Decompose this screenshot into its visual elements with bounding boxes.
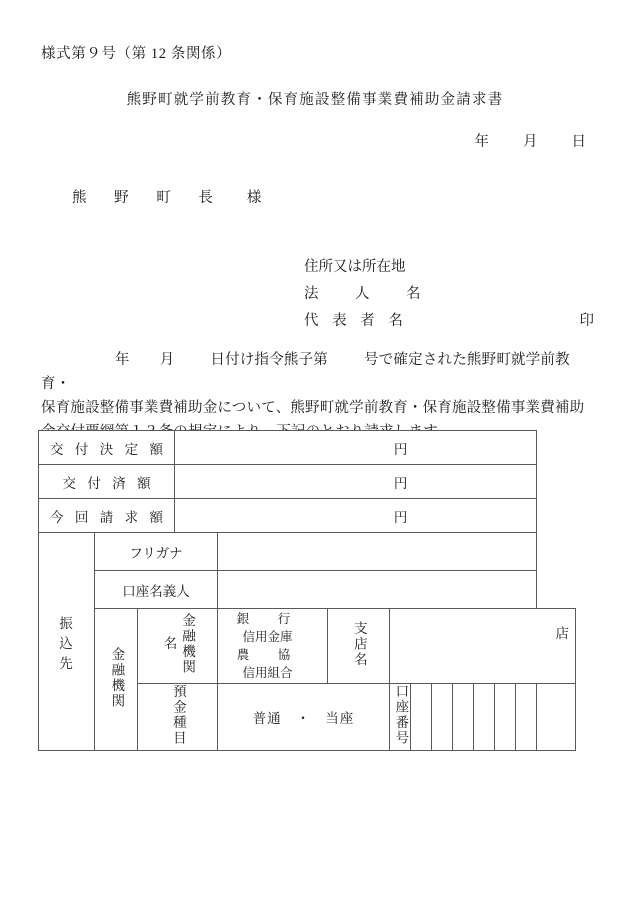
issue-date-line: [0, 130, 630, 151]
account-number-digit[interactable]: [432, 684, 453, 751]
table-row: [39, 571, 576, 609]
grant-paid-field[interactable]: [175, 465, 537, 499]
grant-decision-label: 交 付 決 定 額: [39, 431, 175, 465]
deposit-type-options[interactable]: 普通 ・ 当座: [218, 684, 390, 751]
account-number-digit[interactable]: [411, 684, 432, 751]
addressee: [72, 186, 261, 207]
date-year-label: 年: [474, 134, 489, 150]
table-row: [39, 533, 576, 571]
body-line-2: 保育施設整備事業費補助金について、熊野町就学前教育・保育施設整備事業費補助: [41, 400, 585, 416]
applicant-address-label: 住所又は所在地: [304, 259, 406, 275]
bank-type-options: [218, 609, 328, 684]
applicant-representative-label: 代 表 者 名: [304, 313, 408, 329]
current-request-label: 今 回 請 求 額: [39, 499, 175, 533]
grant-decision-field[interactable]: [175, 431, 537, 465]
account-number-digit[interactable]: [516, 684, 537, 751]
applicant-corporation-label: 法 人 名: [304, 286, 432, 302]
document-title: 熊野町就学前教育・保育施設整備事業費補助金請求書: [126, 92, 504, 108]
bank-type-nokyo: 農 協: [236, 648, 299, 662]
bank-type-bank: 銀 行: [236, 611, 299, 626]
account-number-digit[interactable]: [453, 684, 474, 751]
account-holder-label: 口座名義人: [95, 571, 218, 609]
furigana-label: フリガナ: [95, 533, 218, 571]
account-number-digit[interactable]: [474, 684, 495, 751]
branch-suffix: 店: [555, 626, 569, 641]
request-table-wrapper: [38, 430, 576, 751]
date-day-label: 日: [571, 134, 586, 150]
bank-type-shinkin: 信用金庫: [242, 629, 293, 644]
table-row: [39, 609, 576, 684]
applicant-address-row: [304, 254, 594, 281]
account-number-digit[interactable]: [495, 684, 516, 751]
account-number-digit[interactable]: [537, 684, 576, 751]
branch-name-field[interactable]: [390, 609, 576, 684]
date-month-label: 月: [523, 134, 538, 150]
bank-type-credit-union: 信用組合: [242, 666, 293, 681]
transfer-destination-label: 振 込 先: [39, 533, 95, 751]
furigana-field[interactable]: [218, 533, 537, 571]
grant-paid-unit: 円: [393, 475, 408, 491]
body-decision-text-2: 号で確定された熊野町就学前教育・: [41, 352, 570, 392]
body-decision-text: 日付け指令熊子第: [210, 352, 329, 368]
addressee-name: 熊 野 町 長: [72, 190, 225, 206]
table-row: [39, 431, 576, 465]
current-request-unit: 円: [393, 509, 408, 525]
grant-paid-label: 交 付 済 額: [39, 465, 175, 499]
applicant-representative-row: [304, 308, 594, 335]
deposit-type-label: 預金種目: [138, 684, 218, 751]
grant-decision-unit: 円: [393, 441, 408, 457]
table-row: [39, 499, 576, 533]
applicant-corporation-row: [304, 281, 594, 308]
table-row: [39, 465, 576, 499]
request-table: [38, 430, 576, 751]
form-number: 様式第９号（第 12 条関係）: [41, 46, 232, 62]
account-number-label: 口座番号: [390, 684, 411, 751]
applicant-block: [304, 254, 594, 335]
body-month-label: 月: [159, 352, 175, 368]
financial-institution-label: 金融機関: [95, 609, 138, 751]
branch-name-label: 支店名: [328, 609, 390, 684]
account-holder-field[interactable]: [218, 571, 537, 609]
addressee-honorific: 様: [246, 190, 262, 206]
seal-mark: 印: [579, 313, 594, 329]
body-year-label: 年: [115, 352, 130, 368]
institution-name-label: 金融機関名: [138, 609, 218, 684]
current-request-field[interactable]: [175, 499, 537, 533]
